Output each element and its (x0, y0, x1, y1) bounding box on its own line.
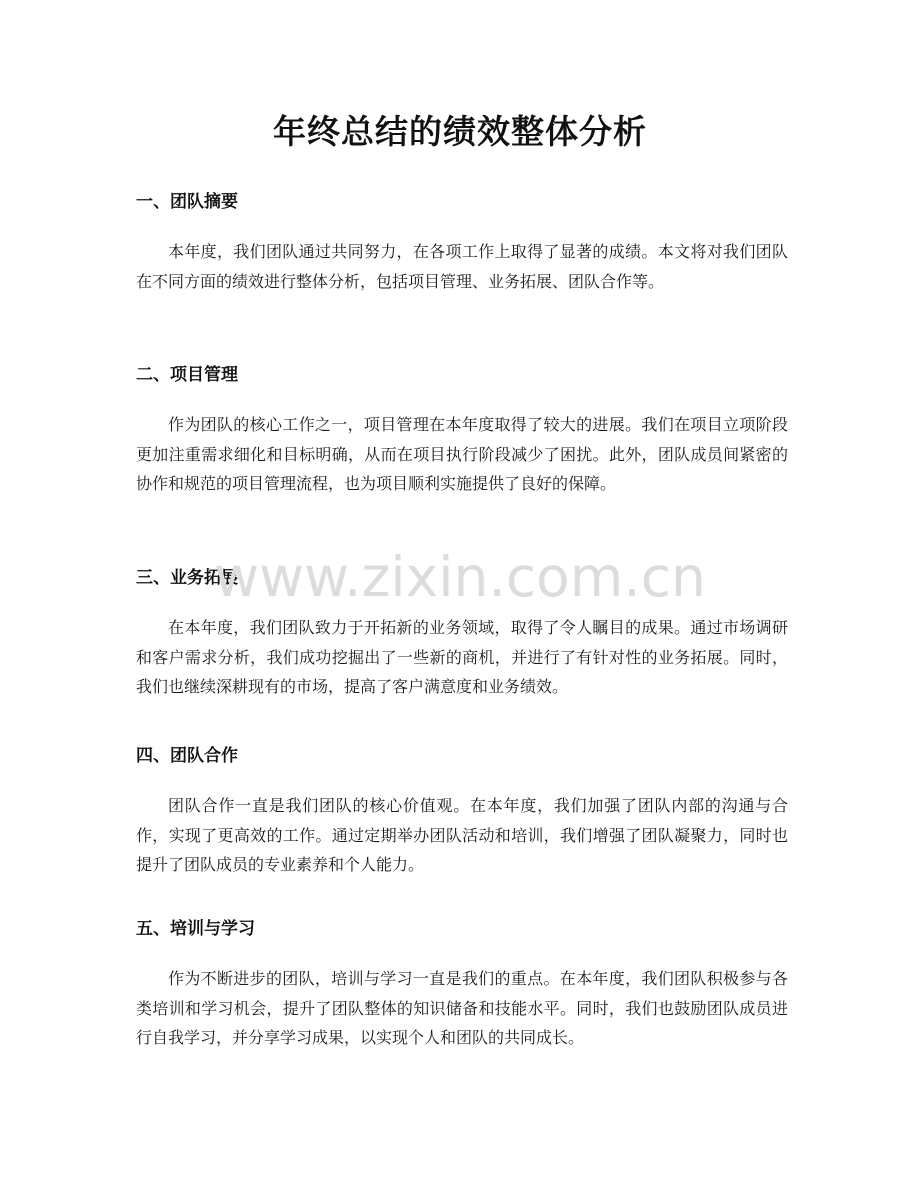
section-heading: 五、培训与学习 (136, 919, 255, 939)
section-team-summary (136, 188, 788, 296)
section-heading: 二、项目管理 (136, 365, 238, 385)
section-heading: 一、团队摘要 (136, 192, 238, 212)
section-paragraph: 本年度，我们团队通过共同努力，在各项工作上取得了显著的成绩。本文将对我们团队在不同方面的绩效进行整体分析，包括项目管理、业务拓展、团队合作等。 (136, 242, 788, 291)
section-project-management (136, 361, 788, 499)
section-heading: 三、业务拓展 (136, 568, 238, 588)
section-paragraph: 在本年度，我们团队致力于开拓新的业务领域，取得了令人瞩目的成果。通过市场调研和客户需求分析，我们成功挖掘出了一些新的商机，并进行了有针对性的业务拓展。同时，我们也继续深耕现有的市场，提高了客户满意度和业务绩效。 (136, 618, 788, 697)
section-paragraph: 作为不断进步的团队，培训与学习一直是我们的重点。在本年度，我们团队积极参与各类培训和学习机会，提升了团队整体的知识储备和技能水平。同时，我们也鼓励团队成员进行自我学习，并分享学习成果，以实现个人和团队的共同成长。 (136, 969, 788, 1048)
section-business-expansion (136, 564, 788, 702)
section-team-cooperation (136, 742, 788, 880)
document-title: 年终总结的绩效整体分析 (273, 112, 647, 151)
watermark-text: www.zixin.com.cn (214, 545, 706, 609)
section-paragraph: 团队合作一直是我们团队的核心价值观。在本年度，我们加强了团队内部的沟通与合作，实现了更高效的工作。通过定期举办团队活动和培训，我们增强了团队凝聚力，同时也提升了团队成员的专业素养和个人能力。 (136, 796, 788, 875)
section-paragraph: 作为团队的核心工作之一，项目管理在本年度取得了较大的进展。我们在项目立项阶段更加注重需求细化和目标明确，从而在项目执行阶段减少了困扰。此外，团队成员间紧密的协作和规范的项目管理流程，也为项目顺利实施提供了良好的保障。 (136, 415, 788, 494)
section-training-learning (136, 915, 788, 1053)
section-heading: 四、团队合作 (136, 746, 238, 766)
